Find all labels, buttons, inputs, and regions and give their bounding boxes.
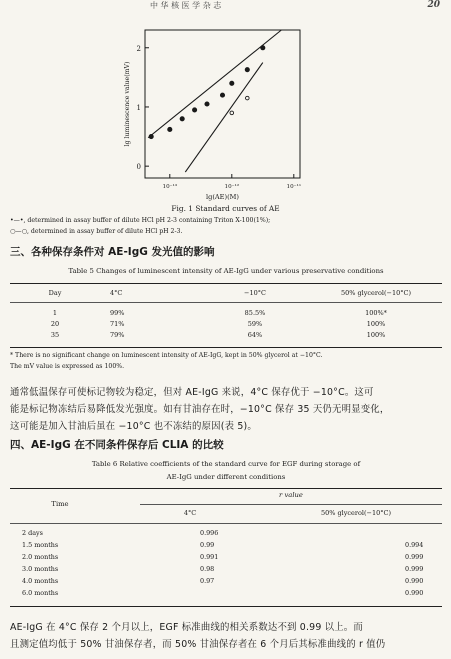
table-cell: 0.98 [200,565,215,573]
table-row [10,527,442,539]
table-5-head-minus10c: −10°C [244,289,266,297]
figure-legend-2: ○—○, determined in assay buffer of dilute HCl pH 2-3. [10,228,183,235]
x-tick-label: 10⁻¹³ [162,184,178,190]
table-row [10,307,442,318]
x-tick-label: 10⁻¹¹ [286,184,302,190]
table-6-subhead-rule [140,504,442,505]
section-4-heading: 四、AE-IgG 在不同条件保存后 CLIA 的比较 [10,439,224,451]
table-cell: 2.0 months [22,553,59,561]
table-cell: 100% [366,330,386,339]
table-cell: 71% [110,319,125,328]
table-row [10,563,442,575]
table-5-header-rule [10,302,442,303]
series-1-point [168,127,172,131]
table-cell: 99% [110,308,125,317]
paragraph-1-line-3: 这可能是加入甘油后虽在 −10°C 也不冻结的原因(表 5)。 [10,421,257,432]
table-5-head-4c: 4°C [110,289,123,297]
table-6-top-rule [10,488,442,489]
series-1-point [149,134,153,138]
table-cell: 4.0 months [22,577,59,585]
table-5-caption: Table 5 Changes of luminescent intensity of AE-IgG under various preservative conditions [68,267,384,275]
table-5-header-row [10,286,442,300]
table-row [10,539,442,551]
table-6-head-r: r value [279,491,303,499]
y-axis-label: lg luminescence value(mV) [124,61,131,147]
table-5-bottom-rule [10,347,442,348]
table-cell: 100%* [365,308,387,317]
series-1-point [205,102,209,106]
table-6-caption-1: Table 6 Relative coefficients of the standard curve for EGF during storage of [91,460,361,468]
table-cell: 85.5% [244,308,266,317]
table-row [10,551,442,563]
table-cell: 79% [110,330,125,339]
table-6-body [10,527,442,599]
table-5-footnote-2: The mV value is expressed as 100%. [10,363,125,370]
table-cell: 0.999 [405,553,424,561]
table-6-head-4c: 4°C [183,509,197,517]
y-tick-label: 1 [136,103,141,112]
table-cell: 64% [247,330,263,339]
figure-legend-1: •—•, determined in assay buffer of dilute HCl pH 2-3 containing Triton X-100(1%); [10,217,271,224]
series-1-point [230,81,234,85]
plot-frame [145,30,300,178]
paragraph-2-line-2: 且测定值均低于 50% 甘油保存者，而 50% 甘油保存者在 6 个月后其标准曲线的 r 值仍 [10,639,386,650]
series-1-point [180,117,184,121]
table-row [10,318,442,329]
table-5-head-day: Day [48,289,62,297]
paragraph-1-line-2: 能是标记物冻结后易降低发光强度。如有甘油存在时，−10°C 保存 35 天仍无明显变化， [10,404,390,415]
section-3-heading: 三、各种保存条件对 AE-IgG 发光值的影响 [10,246,215,258]
x-tick-label: 10⁻¹² [224,184,240,190]
paragraph-2-line-1: AE-IgG 在 4°C 保存 2 个月以上，EGF 标准曲线的相关系数达不到 0.99 以上。而 [10,622,363,633]
series-2-fit-line [185,63,262,173]
table-row [10,575,442,587]
series-2-point [246,96,250,100]
table-cell: 0.990 [405,577,424,585]
series-1-point [245,68,249,72]
table-cell: 100% [366,319,386,328]
series-1-point [220,93,224,97]
table-cell: 2 days [22,529,43,537]
chart-plot-area [124,30,301,201]
table-cell [350,527,442,539]
table-cell: 20 [50,319,60,328]
table-cell: 0.999 [405,565,424,573]
table-row [10,587,442,599]
table-6-bottom-rule [10,606,442,607]
table-cell: 1 [52,308,58,317]
table-cell: 0.990 [405,589,424,597]
table-row [10,329,442,340]
table-cell: 0.994 [405,541,424,549]
table-cell: 0.97 [200,577,215,585]
table-6-head-glycerol: 50% glycerol(−10°C) [320,509,392,517]
figure-caption: Fig. 1 Standard curves of AE [171,204,280,213]
table-5-body [10,307,442,340]
series-1-point [193,108,197,112]
table-6-header-rule [10,523,442,524]
series-2-point [230,111,234,115]
figure-1-chart [0,10,451,202]
y-tick-label: 0 [136,163,141,172]
y-tick-label: 2 [136,44,141,53]
page-number: 20 [427,0,440,10]
table-cell: 59% [247,319,263,328]
table-5-top-rule [10,283,442,284]
table-5-footnote-1: * There is no significant change on luminescent intensity of AE-IgG, kept in 50% glycerol at −10°C. [10,352,323,359]
series-1-point [261,46,265,50]
table-cell: 3.0 months [22,565,59,573]
table-cell: 0.99 [200,541,215,549]
table-6-caption-2: AE-IgG under different conditions [166,473,286,481]
table-5-head-glycerol: 50% glycerol(−10°C) [340,289,412,297]
table-cell: 1.5 months [22,541,59,549]
table-cell: 6.0 months [22,589,59,597]
x-axis-label: lg(AE)(M) [206,193,239,201]
paragraph-1-line-1: 通常低温保存可使标记物较为稳定，但对 AE-IgG 来说，4°C 保存优于 −10°C。这可 [10,387,374,398]
table-5 [10,286,442,300]
running-title: 中 华 核 医 学 杂 志 [150,1,222,10]
table-6-head-time: Time [51,500,69,508]
table-cell: 35 [50,330,60,339]
table-cell: 0.991 [200,553,219,561]
table-cell [122,587,350,599]
table-cell: 0.996 [200,529,219,537]
